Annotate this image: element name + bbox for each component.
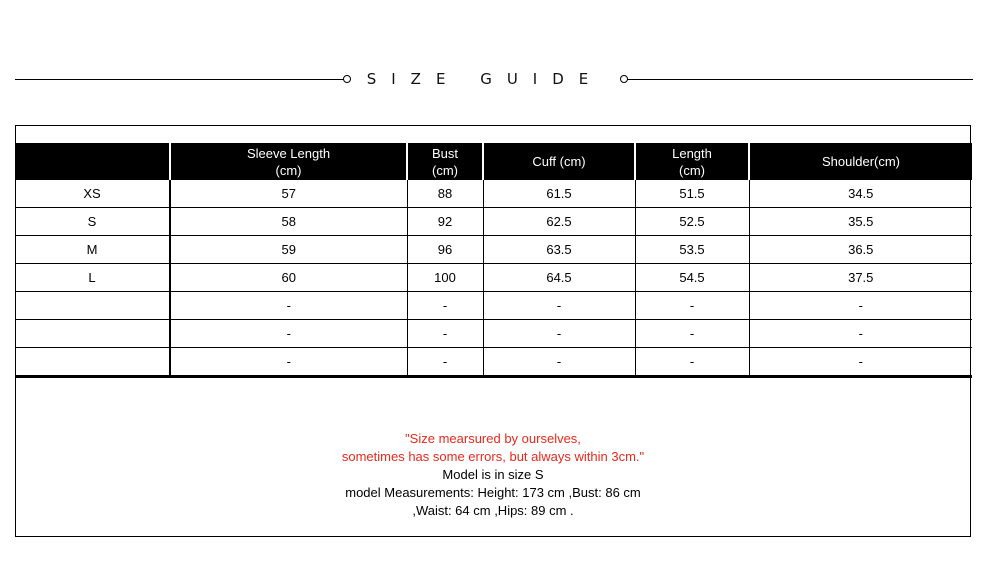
header-bust-text: Bust (cm) xyxy=(431,145,458,178)
cell-sleeve-length: 58 xyxy=(170,208,407,236)
cell-size xyxy=(15,292,170,320)
table-header-row xyxy=(15,143,972,180)
cell-length: - xyxy=(635,320,749,348)
cell-size: S xyxy=(15,208,170,236)
table-row xyxy=(15,292,972,320)
table-row xyxy=(15,264,972,292)
cell-bust: 96 xyxy=(407,236,483,264)
cell-sleeve-length: 57 xyxy=(170,180,407,208)
cell-size: L xyxy=(15,264,170,292)
cell-size xyxy=(15,320,170,348)
cell-cuff: 62.5 xyxy=(483,208,635,236)
cell-cuff: - xyxy=(483,292,635,320)
header-shoulder: Shoulder(cm) xyxy=(749,143,972,180)
header-sleeve-length-text: Sleeve Length (cm) xyxy=(246,145,331,178)
size-table xyxy=(15,143,972,378)
header-size xyxy=(15,143,170,180)
table-body xyxy=(15,180,972,377)
header-length xyxy=(635,143,749,180)
title-divider-left xyxy=(15,79,345,80)
cell-length: 51.5 xyxy=(635,180,749,208)
cell-sleeve-length: 59 xyxy=(170,236,407,264)
note-model-size: Model is in size S xyxy=(442,467,544,482)
cell-length: - xyxy=(635,292,749,320)
note-model-measurements-1: model Measurements: Height: 173 cm ,Bust: 86 cm xyxy=(345,485,641,500)
header-sleeve-length xyxy=(170,143,407,180)
cell-cuff: - xyxy=(483,320,635,348)
cell-shoulder: - xyxy=(749,348,972,377)
table-row xyxy=(15,236,972,264)
cell-cuff: 63.5 xyxy=(483,236,635,264)
cell-cuff: 64.5 xyxy=(483,264,635,292)
header-cuff: Cuff (cm) xyxy=(483,143,635,180)
table-row xyxy=(15,320,972,348)
cell-bust: - xyxy=(407,292,483,320)
title-circle-left xyxy=(343,75,351,83)
cell-shoulder: 34.5 xyxy=(749,180,972,208)
cell-size: M xyxy=(15,236,170,264)
measurement-note xyxy=(15,430,971,520)
cell-bust: 88 xyxy=(407,180,483,208)
table-row xyxy=(15,208,972,236)
note-disclaimer-line-2: sometimes has some errors, but always within 3cm." xyxy=(341,449,645,464)
cell-bust: - xyxy=(407,348,483,377)
cell-length: 54.5 xyxy=(635,264,749,292)
cell-shoulder: 36.5 xyxy=(749,236,972,264)
cell-bust: 92 xyxy=(407,208,483,236)
cell-length: - xyxy=(635,348,749,377)
cell-shoulder: - xyxy=(749,320,972,348)
page-title: SIZE GUIDE xyxy=(366,70,604,88)
cell-shoulder: 37.5 xyxy=(749,264,972,292)
cell-length: 53.5 xyxy=(635,236,749,264)
title-divider-right xyxy=(627,79,973,80)
note-disclaimer-line-1: "Size mearsured by ourselves, xyxy=(405,431,581,446)
cell-sleeve-length: - xyxy=(170,292,407,320)
cell-sleeve-length: - xyxy=(170,320,407,348)
header-bust xyxy=(407,143,483,180)
cell-cuff: - xyxy=(483,348,635,377)
cell-cuff: 61.5 xyxy=(483,180,635,208)
header-length-text: Length (cm) xyxy=(672,145,712,178)
cell-shoulder: 35.5 xyxy=(749,208,972,236)
cell-sleeve-length: 60 xyxy=(170,264,407,292)
cell-size: XS xyxy=(15,180,170,208)
cell-length: 52.5 xyxy=(635,208,749,236)
cell-shoulder: - xyxy=(749,292,972,320)
table-row xyxy=(15,348,972,377)
cell-sleeve-length: - xyxy=(170,348,407,377)
table-row xyxy=(15,180,972,208)
cell-bust: 100 xyxy=(407,264,483,292)
cell-bust: - xyxy=(407,320,483,348)
cell-size xyxy=(15,348,170,377)
size-guide-title-bar xyxy=(0,62,988,96)
note-model-measurements-2: ,Waist: 64 cm ,Hips: 89 cm . xyxy=(412,503,574,518)
